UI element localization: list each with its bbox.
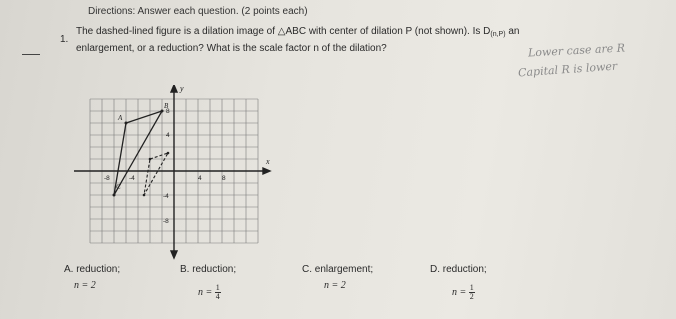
dilation-subscript: (n,P) [490,31,506,38]
handwritten-note-1: Lower case are R [527,41,626,60]
choice-d-fraction [469,284,475,301]
tick-labels [104,108,226,225]
choice-c-value: n = 2 [324,280,346,291]
y-axis-label: y [180,85,184,93]
tick-label-x-8: 8 [222,175,226,182]
choice-b-value [198,284,221,301]
choice-d-denominator: 2 [469,292,474,301]
choice-b-fraction [215,284,221,301]
x-axis-label: x [266,157,270,166]
question-text-part2: an [505,26,520,37]
choice-d-numerator: 1 [469,283,474,292]
answer-blank[interactable] [22,54,40,55]
choice-b-numerator: 1 [215,283,220,292]
question-number: 1. [60,34,69,45]
vertex-label-a: A [118,114,123,122]
dilation-image-triangle [144,153,168,195]
directions-text: Directions: Answer each question. (2 points each) [88,6,308,17]
choice-b[interactable]: B. reduction; [180,264,237,275]
question-text-part1: The dashed-lined figure is a dilation image of △ABC with center of dilation P (not shown). Is D [76,26,491,37]
choice-b-denominator: 4 [215,292,220,301]
handwritten-note-2: Capital R is lower [517,59,618,80]
tick-label-y-neg8: -8 [163,218,169,225]
question-text-line2: enlargement, or a reduction? What is the scale factor n of the dilation? [76,43,387,54]
vertex-label-b: B [164,102,169,110]
choice-b-n: n = [198,286,215,298]
tick-label-x-neg8: -8 [104,175,110,182]
tick-label-x-4: 4 [198,175,202,182]
tick-label-y-8: 8 [166,108,170,115]
choice-a-value: n = 2 [74,280,96,291]
tick-label-y-neg4: -4 [163,193,169,200]
choice-d[interactable]: D. reduction; [430,264,487,275]
vertex-label-c: C [116,183,121,191]
question-text-line1 [76,26,519,38]
choice-c[interactable]: C. enlargement; [302,264,374,275]
choice-d-value [452,284,475,301]
choice-d-n: n = [452,286,469,298]
tick-label-x-neg4: -4 [129,175,135,182]
coordinate-graph [70,85,280,260]
tick-label-y-4: 4 [166,132,170,139]
choice-a[interactable]: A. reduction; [64,264,121,275]
